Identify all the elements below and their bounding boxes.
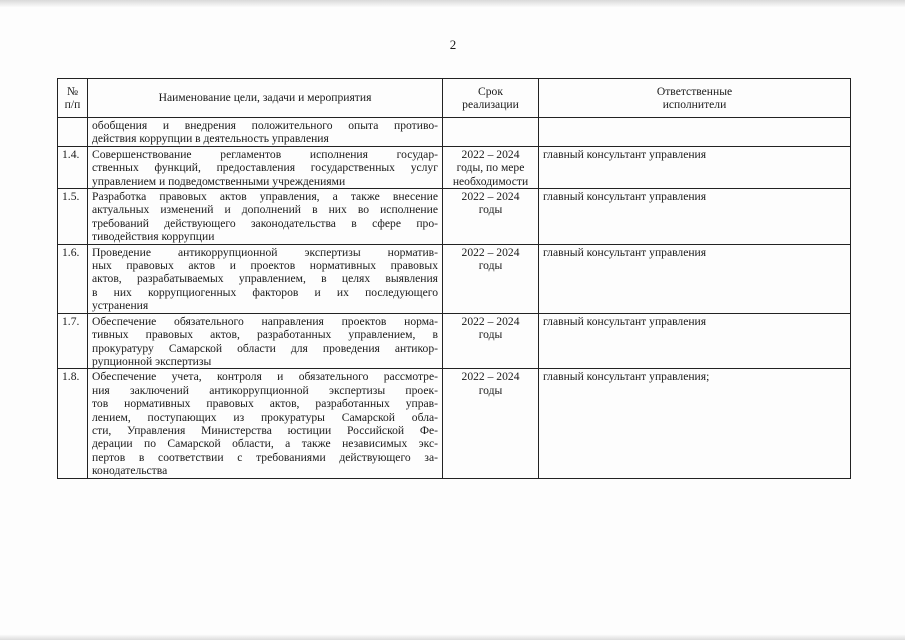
- row-term: 2022 – 2024 годы, по мере необходимости: [443, 146, 539, 188]
- row-measure-name: Обеспечение учета, контроля и обязательного рассмотре- ния заключений антикоррупционной экспертизы проек- тов нормативных правовых актов, разработанных управ- лением, поступающих из прокуратуры Самарской обла- сти, Управления Министерства юстиции Российской Фе- дерации по Самарской области, а также независимых экс- пертов в соответствии с требованиями действующего за- конодательства: [88, 369, 443, 478]
- row-responsible: главный консультант управления: [539, 313, 851, 369]
- table-row: [58, 313, 851, 369]
- table-row: [58, 118, 851, 147]
- row-term: [443, 118, 539, 147]
- row-term: 2022 – 2024 годы: [443, 313, 539, 369]
- row-measure-name: Проведение антикоррупционной экспертизы норматив- ных правовых актов и проектов нормативных правовых актов, разрабатываемых управлением, в целях выявления в них коррупциогенных факторов и их последующего устранения: [88, 244, 443, 313]
- row-responsible: главный консультант управления: [539, 146, 851, 188]
- row-measure-name: Разработка правовых актов управления, а также внесение актуальных изменений и дополнений в них во исполнение требований действующего законодательства в сфере про- тиводействия коррупции: [88, 189, 443, 245]
- header-responsible: Ответственные исполнители: [539, 79, 851, 118]
- row-measure-name: Обеспечение обязательного направления проектов норма- тивных правовых актов, разработанных управлением, в прокуратуру Самарской области для проведения антикор- рупционной экспертизы: [88, 313, 443, 369]
- row-term: 2022 – 2024 годы: [443, 244, 539, 313]
- row-responsible: главный консультант управления;: [539, 369, 851, 478]
- row-responsible: главный консультант управления: [539, 244, 851, 313]
- header-number: № п/п: [58, 79, 88, 118]
- row-number: 1.5.: [58, 189, 88, 245]
- row-number: 1.7.: [58, 313, 88, 369]
- header-term: Срок реализации: [443, 79, 539, 118]
- row-number: 1.4.: [58, 146, 88, 188]
- scan-bottom-edge: [0, 634, 905, 640]
- scan-top-edge: [0, 0, 905, 8]
- table-row: [58, 189, 851, 245]
- header-name: Наименование цели, задачи и мероприятия: [88, 79, 443, 118]
- page-number: 2: [449, 37, 457, 52]
- row-responsible: [539, 118, 851, 147]
- row-number: 1.6.: [58, 244, 88, 313]
- measures-table: [57, 78, 851, 479]
- row-number: [58, 118, 88, 147]
- table-row: [58, 146, 851, 188]
- row-number: 1.8.: [58, 369, 88, 478]
- table-row: [58, 244, 851, 313]
- row-measure-name: обобщения и внедрения положительного опыта противо- действия коррупции в деятельность управления: [88, 118, 443, 147]
- table-header-row: [58, 79, 851, 118]
- table-row: [58, 369, 851, 478]
- row-responsible: главный консультант управления: [539, 189, 851, 245]
- row-term: 2022 – 2024 годы: [443, 369, 539, 478]
- row-term: 2022 – 2024 годы: [443, 189, 539, 245]
- row-measure-name: Совершенствование регламентов исполнения государ- ственных функций, предоставления государственных услуг управлением и подведомственными учреждениями: [88, 146, 443, 188]
